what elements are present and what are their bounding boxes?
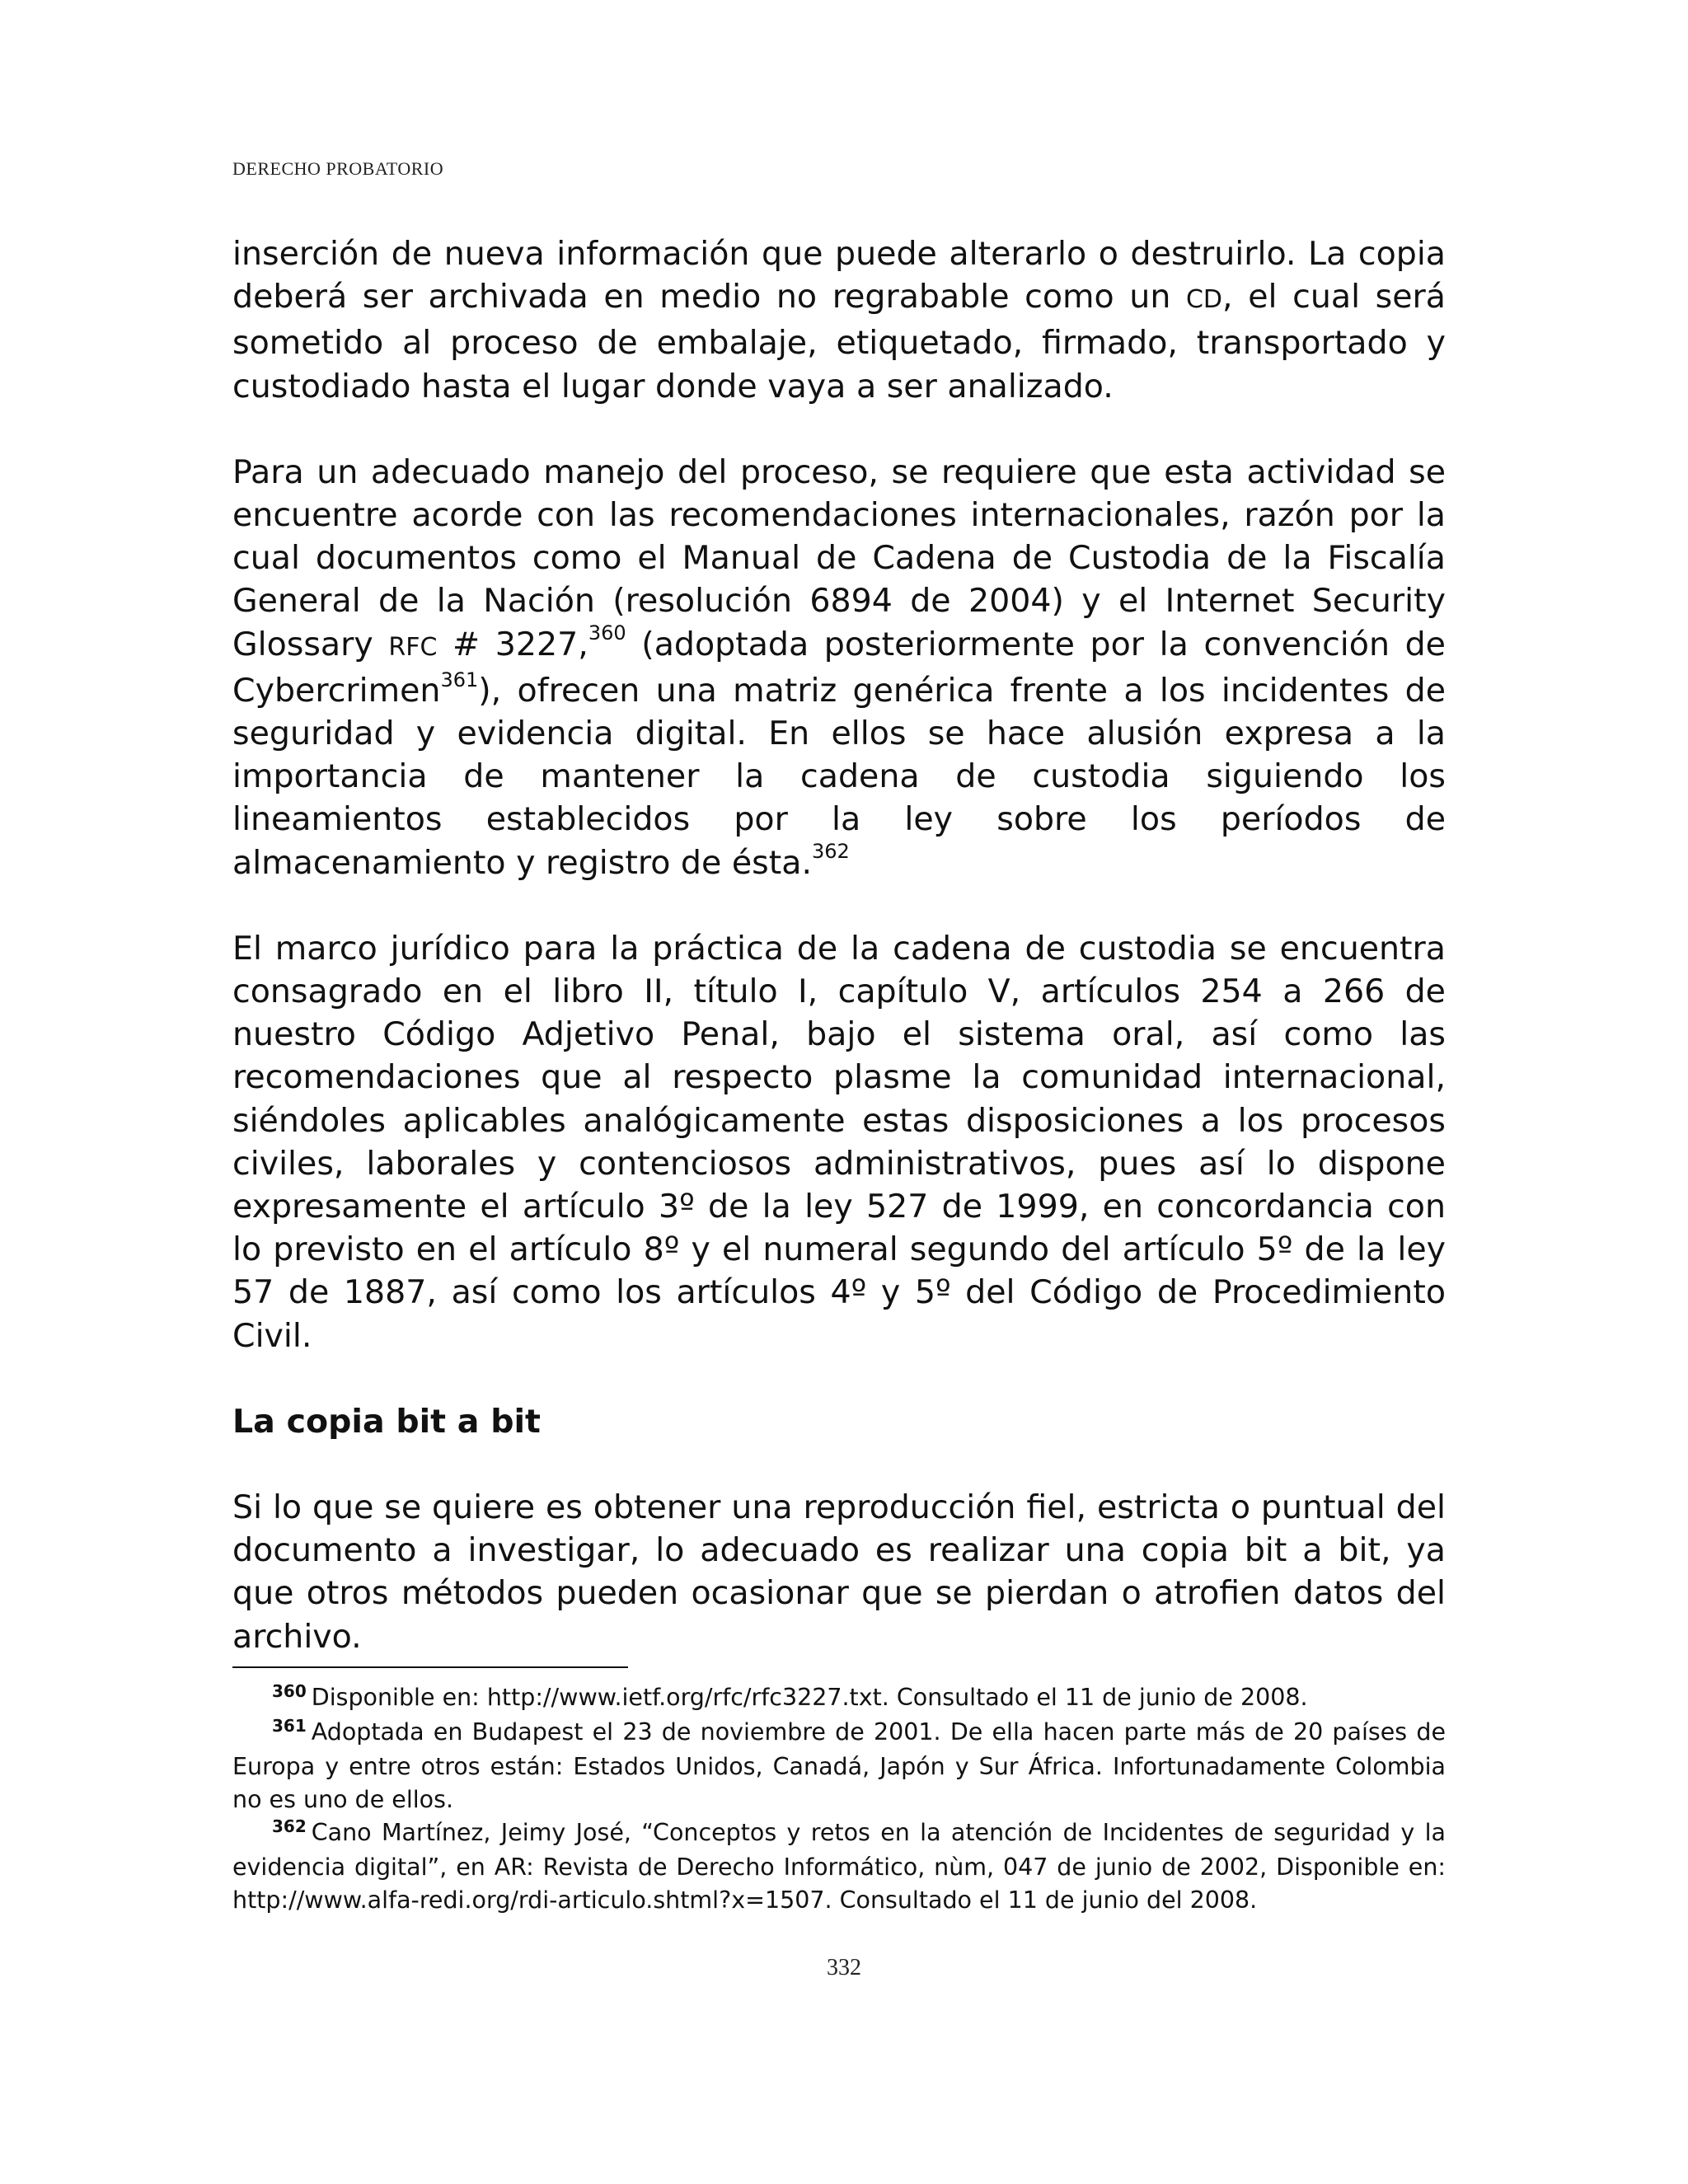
paragraph-2 [232,451,1446,884]
footnote-number: 362 [272,1816,307,1836]
footnote-360 [232,1681,1446,1716]
page-number: 332 [827,1955,861,1980]
footnote-number: 361 [272,1716,307,1736]
paragraph-2-text-a: Para un adecuado manejo del proceso, se requiere que esta actividad se encuentre acorde con las recomendaciones internacionales, razón por la cual documentos como el Manual de Cadena de Custodia de la Fiscalía General de la Nación (resolución 6894 de 2004) y el Internet Security Glossary [232,452,1446,663]
paragraph-4: Si lo que se quiere es obtener una reproducción fiel, estricta o puntual del documento a investigar, lo adecuado es realizar una copia bit a bit, ya que otros métodos pueden ocasionar que se pierdan o atrofien datos del archivo. [232,1488,1446,1656]
footnote-ref-360[interactable]: 360 [588,621,626,645]
body-text [232,232,1446,1701]
footnote-divider [232,1666,628,1668]
footnote-text: Adoptada en Budapest el 23 de noviembre de 2001. De ella hacen parte más de 20 países de Europa y entre otros están: Estados Unidos, Canadá, Japón y Sur África. Infortunadamente Colombia no es uno de ellos. [232,1718,1446,1813]
footnote-number: 360 [272,1681,307,1701]
footnotes [232,1681,1446,1917]
paragraph-2-smallcaps-rfc: RFC [388,632,438,662]
paragraph-2-text-b: # 3227, [437,625,588,663]
paragraph-2-text-c: (adoptada posteriormente por la convención de Cybercrimen [232,625,1446,710]
footnote-362 [232,1816,1446,1917]
footnote-ref-362[interactable]: 362 [812,840,850,864]
running-head: DERECHO PROBATORIO [232,158,444,179]
paragraph-1 [232,232,1446,408]
footnote-text: Disponible en: http://www.ietf.org/rfc/rfc3227.txt. Consultado el 11 de junio de 2008. [311,1684,1308,1711]
footnote-ref-361[interactable]: 361 [440,668,479,691]
paragraph-2-text-d: ), ofrecen una matriz genérica frente a los incidentes de seguridad y evidencia digital. En ellos se hace alusión expresa a la importancia de mantener la cadena de custodia siguiendo los lineamientos establecidos por la ley sobre los períodos de almacenamiento y registro de ésta. [232,671,1446,882]
paragraph-3: El marco jurídico para la práctica de la cadena de custodia se encuentra consagrado en el libro II, título I, capítulo V, artículos 254 a 266 de nuestro Código Adjetivo Penal, bajo el sistema oral, así como las recomendaciones que al respecto plasme la comunidad internacional, siéndoles aplicables analógicamente estas disposiciones a los procesos civiles, laborales y contenciosos administrativos, pues así lo dispone expresamente el artículo 3º de la ley 527 de 1999, en concordancia con lo previsto en el artículo 8º y el numeral segundo del artículo 5º de la ley 57 de 1887, así como los artículos 4º y 5º del Código de Procedimiento Civil. [232,929,1446,1355]
paragraph-1-smallcaps-cd: CD [1185,285,1223,315]
footnote-text: Cano Martínez, Jeimy José, “Conceptos y retos en la atención de Incidentes de seguridad y la evidencia digital”, en AR: Revista de Derecho Informático, nùm, 047 de junio de 2002, Disponible en: http://www.alfa-redi.org/rdi-articulo.shtml?x=1507. Consultado el 11 de junio del 2008. [232,1819,1446,1914]
paragraph-1-text-a: inserción de nueva información que puede alterarlo o destruirlo. La copia deberá ser archivada en medio no regrabable como un [232,235,1446,316]
paragraph-1-text-b: , el cual será sometido al proceso de embalaje, etiquetado, firmado, transportado y custodiado hasta el lugar donde vaya a ser analizado. [232,278,1446,405]
section-heading: La copia bit a bit [232,1402,541,1441]
footnote-361 [232,1716,1446,1816]
